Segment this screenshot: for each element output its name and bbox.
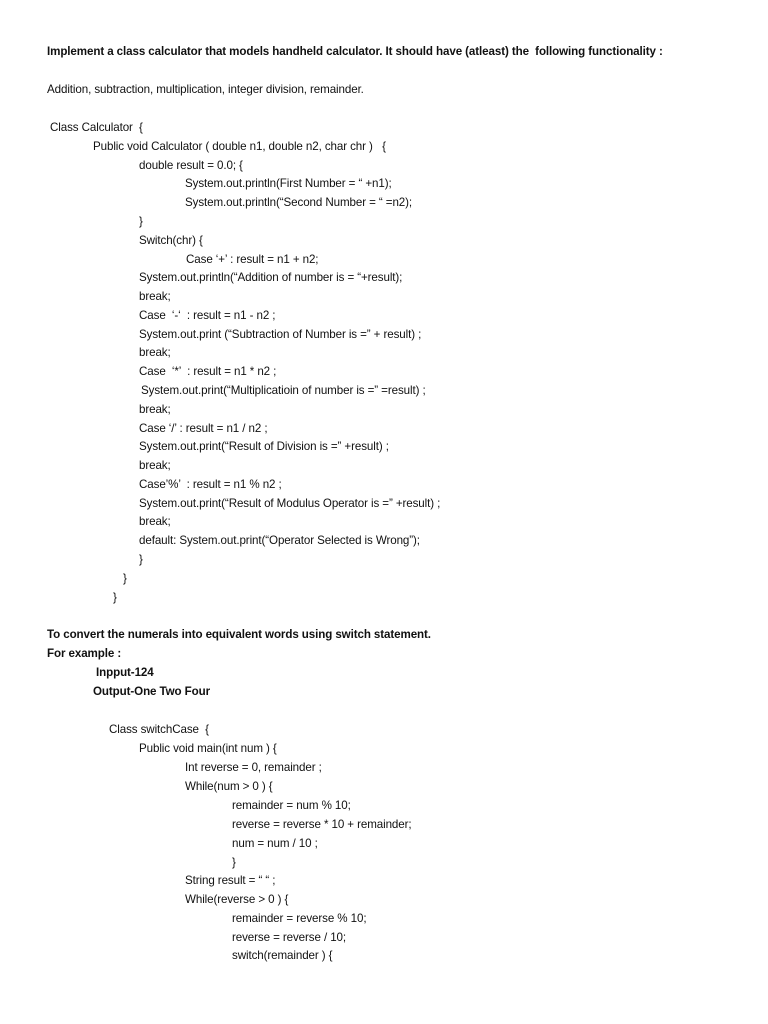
code-line: remainder = num % 10;: [232, 799, 351, 812]
section-heading: To convert the numerals into equivalent words using switch statement.: [47, 628, 431, 641]
code-line: System.out.println(First Number = “ +n1);: [185, 177, 392, 190]
code-line: }: [139, 553, 143, 566]
code-line: switch(remainder ) {: [232, 949, 333, 962]
code-line: }: [232, 856, 236, 869]
code-line: reverse = reverse / 10;: [232, 931, 347, 944]
code-line: Case ‘/’ : result = n1 / n2 ;: [139, 422, 268, 435]
code-line: }: [139, 215, 143, 228]
code-line: String result = “ “ ;: [185, 874, 276, 887]
code-line: break;: [139, 515, 171, 528]
code-line: System.out.print(“Result of Modulus Operator is =” +result) ;: [139, 497, 441, 510]
code-line: break;: [139, 290, 171, 303]
code-line: Public void Calculator ( double n1, double n2, char chr ) {: [93, 140, 386, 153]
code-line: System.out.print(“Multiplicatioin of number is =” =result) ;: [141, 384, 426, 397]
code-line: Class Calculator {: [50, 121, 143, 134]
code-line: Case’%’ : result = n1 % n2 ;: [139, 478, 282, 491]
code-line: break;: [139, 403, 171, 416]
code-line: break;: [139, 346, 171, 359]
code-line: default: System.out.print(“Operator Selected is Wrong”);: [139, 534, 420, 547]
code-line: break;: [139, 459, 171, 472]
functionality-list: Addition, subtraction, multiplication, integer division, remainder.: [47, 83, 364, 96]
code-line: Int reverse = 0, remainder ;: [185, 761, 322, 774]
example-output: Output-One Two Four: [93, 685, 211, 698]
code-line: }: [123, 572, 127, 585]
code-line: System.out.println(“Addition of number is = “+result);: [139, 271, 403, 284]
code-line: Switch(chr) {: [139, 234, 203, 247]
code-line: num = num / 10 ;: [232, 837, 318, 850]
code-line: System.out.print (“Subtraction of Number is =” + result) ;: [139, 328, 422, 341]
code-line: While(reverse > 0 ) {: [185, 893, 289, 906]
code-line: reverse = reverse * 10 + remainder;: [232, 818, 412, 831]
code-line: Case ‘-‘ : result = n1 - n2 ;: [139, 309, 276, 322]
code-line: System.out.print(“Result of Division is =” +result) ;: [139, 440, 389, 453]
code-line: Class switchCase {: [109, 723, 209, 736]
code-line: }: [113, 591, 117, 604]
code-line: Case ‘*’ : result = n1 * n2 ;: [139, 365, 277, 378]
code-line: double result = 0.0; {: [139, 159, 243, 172]
code-line: remainder = reverse % 10;: [232, 912, 367, 925]
code-line: While(num > 0 ) {: [185, 780, 273, 793]
code-line: Public void main(int num ) {: [139, 742, 277, 755]
example-input: Inpput-124: [96, 666, 154, 679]
code-line: System.out.println(“Second Number = “ =n2);: [185, 196, 413, 209]
example-label: For example :: [47, 647, 122, 660]
document-heading: Implement a class calculator that models handheld calculator. It should have (atleast) the following functionality :: [47, 45, 663, 58]
code-line: Case ‘+’ : result = n1 + n2;: [186, 253, 319, 266]
